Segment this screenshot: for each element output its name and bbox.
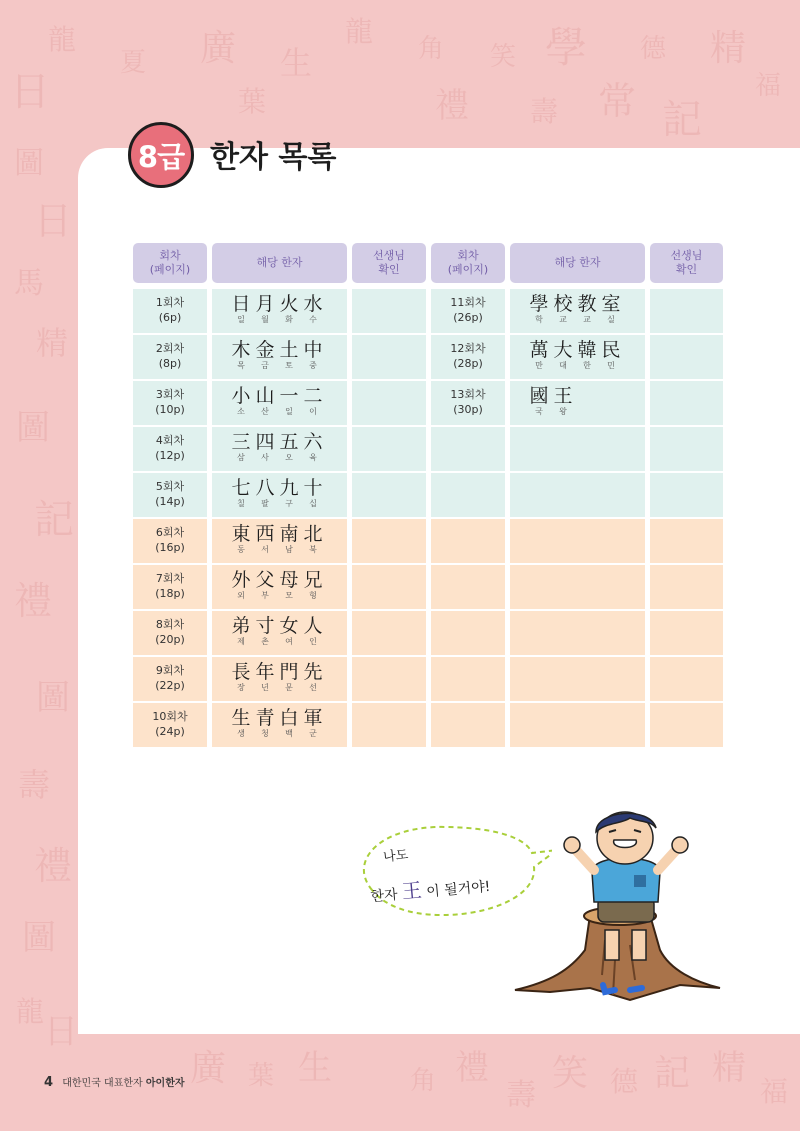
hanja-glyph: 日 bbox=[231, 293, 251, 315]
hanja-reading: 소 bbox=[237, 407, 245, 416]
hanja-group bbox=[231, 569, 323, 600]
hanja-glyph: 兄 bbox=[303, 569, 323, 591]
round-label: 8회차 (20p) bbox=[155, 618, 185, 646]
hanja-glyph: 人 bbox=[303, 615, 323, 637]
hanja-glyph: 韓 bbox=[577, 339, 597, 361]
hanja-glyph: 母 bbox=[279, 569, 299, 591]
seal-character-decoration: 禮 bbox=[14, 579, 53, 623]
hanja-character bbox=[303, 523, 323, 554]
hanja-character bbox=[279, 477, 299, 508]
hanja-glyph: 西 bbox=[255, 523, 275, 545]
round-label: 10회차 (24p) bbox=[152, 710, 188, 738]
header-hanja-left bbox=[212, 243, 347, 283]
hanja-reading: 오 bbox=[285, 453, 293, 462]
hanja-reading: 교 bbox=[583, 315, 591, 324]
hanja-reading: 왕 bbox=[559, 407, 567, 416]
hanja-reading: 일 bbox=[285, 407, 293, 416]
header-hanja-left-label: 해당 한자 bbox=[256, 256, 303, 269]
hanja-reading: 팔 bbox=[261, 499, 269, 508]
seal-character-decoration: 角 bbox=[418, 34, 445, 64]
hanja-character bbox=[303, 431, 323, 462]
table-cell bbox=[431, 703, 505, 747]
speech-king-char: 王 bbox=[400, 877, 423, 904]
table-cell bbox=[352, 473, 426, 517]
header-hanja-right-label: 해당 한자 bbox=[554, 256, 601, 269]
speech-hanja-word: 한자 bbox=[369, 886, 399, 906]
table-cell bbox=[431, 657, 505, 701]
series-name: 대한민국 대표한자 bbox=[62, 1078, 143, 1089]
hanja-glyph: 先 bbox=[303, 661, 323, 683]
hanja-character bbox=[255, 569, 275, 600]
table-cell bbox=[650, 703, 723, 747]
hanja-glyph: 校 bbox=[553, 293, 573, 315]
hanja-reading: 토 bbox=[285, 361, 293, 370]
hanja-reading: 만 bbox=[535, 361, 543, 370]
round-label: 4회차 (12p) bbox=[155, 434, 185, 462]
table-cell bbox=[650, 381, 723, 425]
round-label: 11회차 (26p) bbox=[450, 296, 486, 324]
hanja-group bbox=[529, 385, 573, 416]
seal-character-decoration: 精 bbox=[710, 28, 747, 69]
seal-character-decoration: 禮 bbox=[435, 86, 469, 126]
hanja-reading: 삼 bbox=[237, 453, 245, 462]
hanja-character bbox=[577, 293, 597, 324]
hanja-reading: 금 bbox=[261, 361, 269, 370]
seal-character-decoration: 日 bbox=[44, 1012, 78, 1052]
hanja-character bbox=[601, 339, 621, 370]
hanja-character bbox=[231, 707, 251, 738]
hanja-glyph: 山 bbox=[255, 385, 275, 407]
hanja-glyph: 二 bbox=[303, 385, 323, 407]
hanja-reading: 수 bbox=[309, 315, 317, 324]
table-cell bbox=[510, 427, 645, 471]
grade-badge bbox=[128, 122, 194, 188]
header-check-right-label: 선생님 확인 bbox=[670, 249, 703, 276]
hanja-character bbox=[553, 293, 573, 324]
page-title: 한자 목록 bbox=[210, 140, 337, 175]
table-cell bbox=[650, 335, 723, 379]
hanja-character bbox=[577, 339, 597, 370]
hanja-reading: 동 bbox=[237, 545, 245, 554]
hanja-character bbox=[255, 523, 275, 554]
table-cell bbox=[352, 381, 426, 425]
hanja-character bbox=[303, 661, 323, 692]
seal-character-decoration: 廣 bbox=[200, 28, 237, 69]
hanja-character bbox=[231, 431, 251, 462]
seal-character-decoration: 常 bbox=[598, 79, 637, 123]
seal-character-decoration: 記 bbox=[654, 1053, 691, 1094]
hanja-character bbox=[279, 615, 299, 646]
hanja-group bbox=[231, 293, 323, 324]
hanja-character bbox=[303, 615, 323, 646]
hanja-character bbox=[255, 707, 275, 738]
hanja-character bbox=[231, 615, 251, 646]
round-label: 13회차 (30p) bbox=[450, 388, 486, 416]
hanja-reading: 서 bbox=[261, 545, 269, 554]
seal-character-decoration: 記 bbox=[34, 497, 74, 543]
seal-character-decoration: 圖 bbox=[36, 678, 70, 718]
hanja-character bbox=[279, 569, 299, 600]
hanja-reading: 문 bbox=[285, 683, 293, 692]
hanja-glyph: 金 bbox=[255, 339, 275, 361]
hanja-glyph: 小 bbox=[231, 385, 251, 407]
hanja-reading: 화 bbox=[285, 315, 293, 324]
hanja-reading: 육 bbox=[309, 453, 317, 462]
header-check-left-label: 선생님 확인 bbox=[373, 249, 405, 276]
hanja-reading: 모 bbox=[285, 591, 293, 600]
hanja-character bbox=[231, 385, 251, 416]
hanja-reading: 산 bbox=[261, 407, 269, 416]
hanja-glyph: 水 bbox=[303, 293, 323, 315]
hanja-character bbox=[255, 431, 275, 462]
hanja-group bbox=[231, 707, 323, 738]
table-cell bbox=[431, 519, 505, 563]
table-cell bbox=[510, 473, 645, 517]
seal-character-decoration: 禮 bbox=[34, 844, 73, 888]
table-cell bbox=[352, 289, 426, 333]
hanja-group bbox=[529, 339, 621, 370]
hanja-character bbox=[303, 477, 323, 508]
seal-character-decoration: 禮 bbox=[455, 1048, 489, 1088]
hanja-glyph: 女 bbox=[279, 615, 299, 637]
hanja-character bbox=[303, 569, 323, 600]
hanja-character bbox=[231, 569, 251, 600]
table-cell bbox=[352, 703, 426, 747]
header-hanja-right bbox=[510, 243, 645, 283]
table-cell bbox=[510, 657, 645, 701]
seal-character-decoration: 笑 bbox=[490, 42, 517, 72]
seal-character-decoration: 壽 bbox=[506, 1078, 536, 1113]
hanja-character bbox=[231, 293, 251, 324]
hanja-glyph: 中 bbox=[303, 339, 323, 361]
seal-character-decoration: 日 bbox=[34, 199, 73, 243]
hanja-character bbox=[279, 707, 299, 738]
hanja-character bbox=[279, 385, 299, 416]
round-label: 1회차 (6p) bbox=[155, 296, 185, 324]
table-cell bbox=[650, 657, 723, 701]
hanja-character bbox=[303, 707, 323, 738]
hanja-glyph: 年 bbox=[255, 661, 275, 683]
hanja-character bbox=[279, 661, 299, 692]
hanja-glyph: 王 bbox=[553, 385, 573, 407]
hanja-reading: 교 bbox=[559, 315, 567, 324]
seal-character-decoration: 福 bbox=[755, 71, 782, 101]
hanja-reading: 외 bbox=[237, 591, 245, 600]
table-cell bbox=[510, 519, 645, 563]
hanja-character bbox=[529, 385, 549, 416]
table-row bbox=[133, 473, 723, 517]
table-cell bbox=[352, 427, 426, 471]
hanja-reading: 민 bbox=[607, 361, 615, 370]
hanja-glyph: 白 bbox=[279, 707, 299, 729]
seal-character-decoration: 笑 bbox=[552, 1053, 589, 1094]
boy-on-stump-illustration bbox=[510, 810, 725, 1010]
hanja-character bbox=[231, 339, 251, 370]
hanja-character bbox=[303, 339, 323, 370]
seal-character-decoration: 葉 bbox=[248, 1061, 275, 1091]
table-cell bbox=[431, 565, 505, 609]
speech-rest: 이 될거야! bbox=[425, 878, 492, 901]
header-round-left bbox=[133, 243, 207, 283]
round-label: 12회차 (28p) bbox=[450, 342, 486, 370]
hanja-character bbox=[279, 431, 299, 462]
hanja-group bbox=[231, 523, 323, 554]
hanja-character bbox=[255, 477, 275, 508]
hanja-group bbox=[231, 661, 323, 692]
hanja-glyph: 青 bbox=[255, 707, 275, 729]
table-cell bbox=[510, 703, 645, 747]
hanja-group bbox=[231, 431, 323, 462]
table-cell bbox=[650, 519, 723, 563]
round-label: 9회차 (22p) bbox=[155, 664, 185, 692]
seal-character-decoration: 龍 bbox=[48, 23, 77, 56]
hanja-glyph: 生 bbox=[231, 707, 251, 729]
hanja-reading: 칠 bbox=[237, 499, 245, 508]
hanja-character bbox=[279, 339, 299, 370]
hanja-glyph: 父 bbox=[255, 569, 275, 591]
round-label: 2회차 (8p) bbox=[155, 342, 185, 370]
seal-character-decoration: 精 bbox=[36, 324, 69, 362]
hanja-character bbox=[553, 385, 573, 416]
hanja-glyph: 萬 bbox=[529, 339, 549, 361]
hanja-reading: 선 bbox=[309, 683, 317, 692]
table-row bbox=[133, 703, 723, 747]
hanja-reading: 중 bbox=[309, 361, 317, 370]
hanja-character bbox=[231, 661, 251, 692]
seal-character-decoration: 記 bbox=[662, 97, 702, 143]
hanja-glyph: 學 bbox=[529, 293, 549, 315]
table-cell bbox=[352, 611, 426, 655]
seal-character-decoration: 夏 bbox=[120, 48, 147, 78]
hanja-glyph: 門 bbox=[279, 661, 299, 683]
table-row bbox=[133, 289, 723, 333]
hanja-glyph: 三 bbox=[231, 431, 251, 453]
table-cell bbox=[650, 473, 723, 517]
hanja-reading: 인 bbox=[309, 637, 317, 646]
hanja-reading: 생 bbox=[237, 729, 245, 738]
hanja-reading: 월 bbox=[261, 315, 269, 324]
seal-character-decoration: 精 bbox=[712, 1048, 746, 1088]
hanja-reading: 남 bbox=[285, 545, 293, 554]
hanja-reading: 청 bbox=[261, 729, 269, 738]
header-check-left bbox=[352, 243, 426, 283]
table-cell bbox=[352, 657, 426, 701]
seal-character-decoration: 學 bbox=[545, 23, 588, 72]
seal-character-decoration: 圖 bbox=[22, 918, 56, 958]
table-row bbox=[133, 427, 723, 471]
page-footer bbox=[44, 1074, 185, 1090]
seal-character-decoration: 角 bbox=[410, 1066, 437, 1096]
table-cell bbox=[431, 611, 505, 655]
hanja-character bbox=[231, 477, 251, 508]
hanja-group bbox=[231, 339, 323, 370]
seal-character-decoration: 圖 bbox=[14, 146, 44, 181]
seal-character-decoration: 生 bbox=[298, 1048, 332, 1088]
hanja-reading: 실 bbox=[607, 315, 615, 324]
seal-character-decoration: 壽 bbox=[530, 95, 559, 128]
table-row bbox=[133, 335, 723, 379]
hanja-glyph: 國 bbox=[529, 385, 549, 407]
hanja-glyph: 五 bbox=[279, 431, 299, 453]
table-cell bbox=[510, 611, 645, 655]
round-label: 7회차 (18p) bbox=[155, 572, 185, 600]
brand-name: 아이한자 bbox=[145, 1078, 185, 1089]
hanja-character bbox=[303, 385, 323, 416]
table-cell bbox=[650, 427, 723, 471]
hanja-character bbox=[279, 523, 299, 554]
hanja-glyph: 寸 bbox=[255, 615, 275, 637]
hanja-glyph: 十 bbox=[303, 477, 323, 499]
table-row bbox=[133, 657, 723, 701]
hanja-glyph: 南 bbox=[279, 523, 299, 545]
hanja-glyph: 北 bbox=[303, 523, 323, 545]
hanja-glyph: 土 bbox=[279, 339, 299, 361]
hanja-character bbox=[529, 293, 549, 324]
round-label: 5회차 (14p) bbox=[155, 480, 185, 508]
hanja-reading: 십 bbox=[309, 499, 317, 508]
page-number: 4 bbox=[44, 1075, 54, 1090]
hanja-reading: 이 bbox=[309, 407, 317, 416]
seal-character-decoration: 生 bbox=[280, 44, 313, 82]
table-row bbox=[133, 519, 723, 563]
table-cell bbox=[352, 519, 426, 563]
hanja-character bbox=[553, 339, 573, 370]
hanja-glyph: 教 bbox=[577, 293, 597, 315]
seal-character-decoration: 馬 bbox=[14, 266, 44, 301]
hanja-glyph: 六 bbox=[303, 431, 323, 453]
round-label: 3회차 (10p) bbox=[155, 388, 185, 416]
hanja-glyph: 月 bbox=[255, 293, 275, 315]
hanja-character bbox=[529, 339, 549, 370]
seal-character-decoration: 廣 bbox=[190, 1048, 227, 1089]
hanja-glyph: 軍 bbox=[303, 707, 323, 729]
hanja-reading: 제 bbox=[237, 637, 245, 646]
hanja-reading: 구 bbox=[285, 499, 293, 508]
hanja-reading: 한 bbox=[583, 361, 591, 370]
table-cell bbox=[650, 565, 723, 609]
seal-character-decoration: 壽 bbox=[18, 766, 51, 804]
seal-character-decoration: 圖 bbox=[16, 408, 50, 448]
table-row bbox=[133, 611, 723, 655]
seal-character-decoration: 龍 bbox=[16, 995, 45, 1028]
grade-badge-label: 8급 bbox=[137, 139, 185, 174]
hanja-character bbox=[601, 293, 621, 324]
seal-character-decoration: 德 bbox=[610, 1065, 639, 1098]
header-round-right-label: 회차 (페이지) bbox=[447, 249, 489, 276]
hanja-glyph: 外 bbox=[231, 569, 251, 591]
hanja-glyph: 火 bbox=[279, 293, 299, 315]
header-round-right bbox=[431, 243, 505, 283]
hanja-group bbox=[529, 293, 621, 324]
hanja-glyph: 大 bbox=[553, 339, 573, 361]
seal-character-decoration: 福 bbox=[760, 1075, 789, 1108]
table-row bbox=[133, 381, 723, 425]
hanja-character bbox=[279, 293, 299, 324]
hanja-glyph: 八 bbox=[255, 477, 275, 499]
table-row bbox=[133, 565, 723, 609]
hanja-group bbox=[231, 385, 323, 416]
hanja-reading: 목 bbox=[237, 361, 245, 370]
hanja-character bbox=[255, 661, 275, 692]
hanja-glyph: 弟 bbox=[231, 615, 251, 637]
hanja-character bbox=[255, 615, 275, 646]
table-cell bbox=[650, 289, 723, 333]
table-cell bbox=[352, 335, 426, 379]
hanja-reading: 년 bbox=[261, 683, 269, 692]
hanja-glyph: 九 bbox=[279, 477, 299, 499]
seal-character-decoration: 葉 bbox=[238, 85, 267, 118]
table-cell bbox=[352, 565, 426, 609]
hanja-reading: 국 bbox=[535, 407, 543, 416]
seal-character-decoration: 日 bbox=[10, 69, 50, 115]
table-cell bbox=[431, 427, 505, 471]
hanja-reading: 형 bbox=[309, 591, 317, 600]
hanja-reading: 여 bbox=[285, 637, 293, 646]
hanja-character bbox=[255, 385, 275, 416]
hanja-glyph: 民 bbox=[601, 339, 621, 361]
hanja-glyph: 室 bbox=[601, 293, 621, 315]
hanja-reading: 대 bbox=[559, 361, 567, 370]
hanja-character bbox=[231, 523, 251, 554]
hanja-reading: 백 bbox=[285, 729, 293, 738]
hanja-character bbox=[255, 293, 275, 324]
table-cell bbox=[650, 611, 723, 655]
header-check-right bbox=[650, 243, 723, 283]
round-label: 6회차 (16p) bbox=[155, 526, 185, 554]
hanja-reading: 부 bbox=[261, 591, 269, 600]
hanja-glyph: 一 bbox=[279, 385, 299, 407]
seal-character-decoration: 龍 bbox=[345, 15, 374, 48]
hanja-character bbox=[255, 339, 275, 370]
hanja-reading: 사 bbox=[261, 453, 269, 462]
hanja-glyph: 木 bbox=[231, 339, 251, 361]
hanja-reading: 학 bbox=[535, 315, 543, 324]
table-cell bbox=[510, 565, 645, 609]
table-cell bbox=[431, 473, 505, 517]
hanja-reading: 군 bbox=[309, 729, 317, 738]
seal-character-decoration: 德 bbox=[640, 34, 667, 64]
hanja-character bbox=[303, 293, 323, 324]
speech-line-1: 나도 bbox=[382, 847, 410, 866]
hanja-reading: 일 bbox=[237, 315, 245, 324]
hanja-reading: 북 bbox=[309, 545, 317, 554]
hanja-glyph: 長 bbox=[231, 661, 251, 683]
hanja-group bbox=[231, 615, 323, 646]
hanja-glyph: 東 bbox=[231, 523, 251, 545]
header-round-left-label: 회차 (페이지) bbox=[149, 249, 191, 276]
hanja-group bbox=[231, 477, 323, 508]
hanja-glyph: 七 bbox=[231, 477, 251, 499]
hanja-reading: 장 bbox=[237, 683, 245, 692]
hanja-reading: 촌 bbox=[261, 637, 269, 646]
hanja-glyph: 四 bbox=[255, 431, 275, 453]
